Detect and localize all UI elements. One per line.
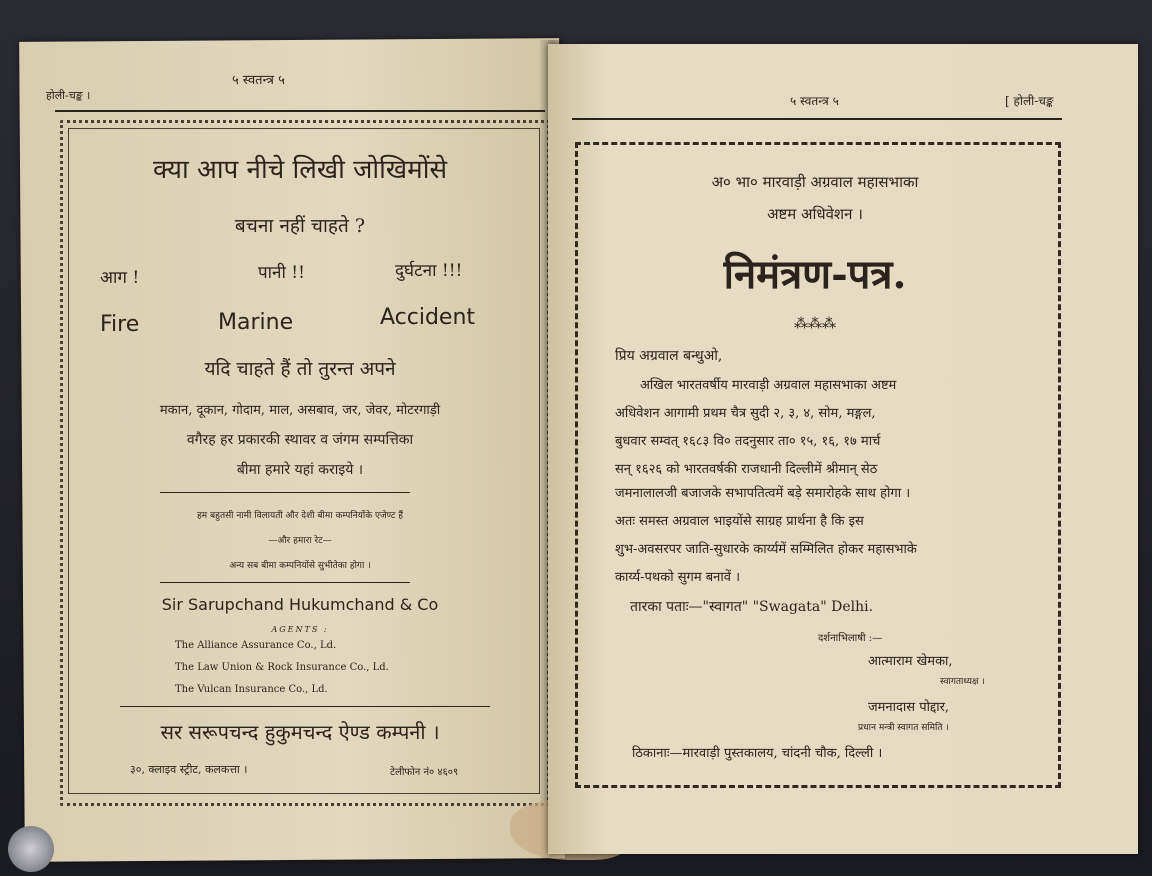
left-header-rule — [55, 110, 545, 112]
signatory-2-title: प्रधान मन्त्री स्वागत समिति । — [858, 723, 949, 733]
left-divider-3 — [120, 706, 490, 707]
telegram-address: तारका पताः—"स्वागत" "Swagata" Delhi. — [630, 599, 874, 615]
left-address: ३०, क्लाइव स्ट्रीट, कलकत्ता । — [130, 763, 248, 776]
left-headline-2: बचना नहीं चाहते ? — [234, 215, 366, 237]
signatory-1-name: आत्माराम खेमका, — [868, 654, 953, 669]
risk-hi-accident: दुर्घटना !!! — [395, 261, 463, 281]
left-small-2: —और हमारा रेट— — [268, 536, 332, 546]
left-header-center: ५ स्वतन्त्र ५ — [232, 73, 285, 88]
risk-en-fire: Fire — [100, 312, 140, 337]
left-header-left: होली-चङ्क । — [46, 89, 91, 102]
right-header-rule — [572, 118, 1062, 120]
left-headline-1: क्या आप नीचे लिखी जोखिमोंसे — [152, 155, 448, 185]
agent-3: The Vulcan Insurance Co., Ld. — [175, 684, 328, 695]
para-line-8: कार्य्य-पथको सुगम बनावें । — [615, 570, 741, 585]
company-name-en: Sir Sarupchand Hukumchand & Co — [161, 595, 439, 614]
left-small-1: हम बहुतसी नामी विलायती और देशी बीमा कम्पनियोंके एजेण्ट हैं — [197, 511, 403, 521]
para-line-2: अधिवेशन आगामी प्रथम चैत्र सुदी २, ३, ४, सोम, मङ्गल, — [615, 406, 876, 421]
intro-line-1: अ० भा० मारवाड़ी अग्रवाल महासभाका — [711, 173, 919, 191]
risk-hi-marine: पानी !! — [258, 263, 305, 283]
intro-line-2: अष्टम अधिवेशन । — [767, 205, 863, 223]
signoff-label: दर्शनाभिलाषी :— — [818, 633, 883, 644]
para-line-6: अतः समस्त अग्रवाल भाइयोंसे साग्रह प्रार्थना है कि इस — [615, 514, 864, 529]
left-telephone: टेलीफोन नं० ४६०९ — [390, 767, 459, 778]
left-body-4: बीमा हमारे यहां कराइये । — [236, 462, 364, 478]
agents-label: AGENTS : — [271, 625, 329, 634]
left-divider-1 — [160, 492, 410, 493]
right-header-right: [ होली-चङ्क — [1005, 94, 1054, 108]
left-divider-2 — [160, 582, 410, 583]
left-body-2: मकान, दूकान, गोदाम, माल, असबाव, जर, जेवर, मोटरगाड़ी — [159, 403, 441, 418]
left-small-3: अन्य सब बीमा कम्पनियोंसे सुभीतेका होगा । — [229, 561, 371, 571]
invitation-title: निमंत्रण-पत्र. — [723, 251, 907, 298]
risk-hi-fire: आग ! — [100, 268, 140, 288]
agent-1: The Alliance Assurance Co., Ld. — [175, 640, 337, 651]
thumb-ring-image — [8, 826, 54, 872]
para-line-5: जमनालालजी बजाजके सभापतित्वमें बड़े समारोहके साथ होगा । — [615, 486, 911, 501]
para-line-4: सन् १६२६ को भारतवर्षकी राजधानी दिल्लीमें श्रीमान् सेठ — [615, 462, 878, 477]
para-line-1: अखिल भारतवर्षीय मारवाड़ी अग्रवाल महासभाका अष्टम — [640, 378, 897, 393]
risk-en-marine: Marine — [218, 310, 294, 335]
company-name-hi: सर सरूपचन्द हुकुमचन्द ऐण्ड कम्पनी । — [160, 720, 440, 744]
risk-en-accident: Accident — [380, 305, 476, 330]
left-body-3: वगैरह हर प्रकारकी स्थावर व जंगम सम्पत्तिका — [186, 432, 414, 448]
title-flourish: ⁂⁂⁂ — [794, 316, 836, 332]
right-address: ठिकानाः—मारवाड़ी पुस्तकालय, चांदनी चौक, दिल्ली । — [632, 746, 883, 761]
salutation: प्रिय अग्रवाल बन्धुओ, — [615, 348, 723, 364]
signatory-1-title: स्वागताध्यक्ष । — [940, 677, 985, 687]
para-line-7: शुभ-अवसरपर जाति-सुधारके कार्य्यमें सम्मिलित होकर महासभाके — [615, 542, 917, 557]
agent-2: The Law Union & Rock Insurance Co., Ld. — [175, 662, 389, 673]
para-line-3: बुधवार सम्वत् १६८३ वि० तदनुसार ता० १५, १६, १७ मार्च — [615, 434, 881, 449]
signatory-2-name: जमनादास पोद्दार, — [868, 700, 950, 715]
right-header-center: ५ स्वतन्त्र ५ — [790, 94, 839, 108]
left-body-1: यदि चाहते हैं तो तुरन्त अपने — [204, 358, 396, 380]
